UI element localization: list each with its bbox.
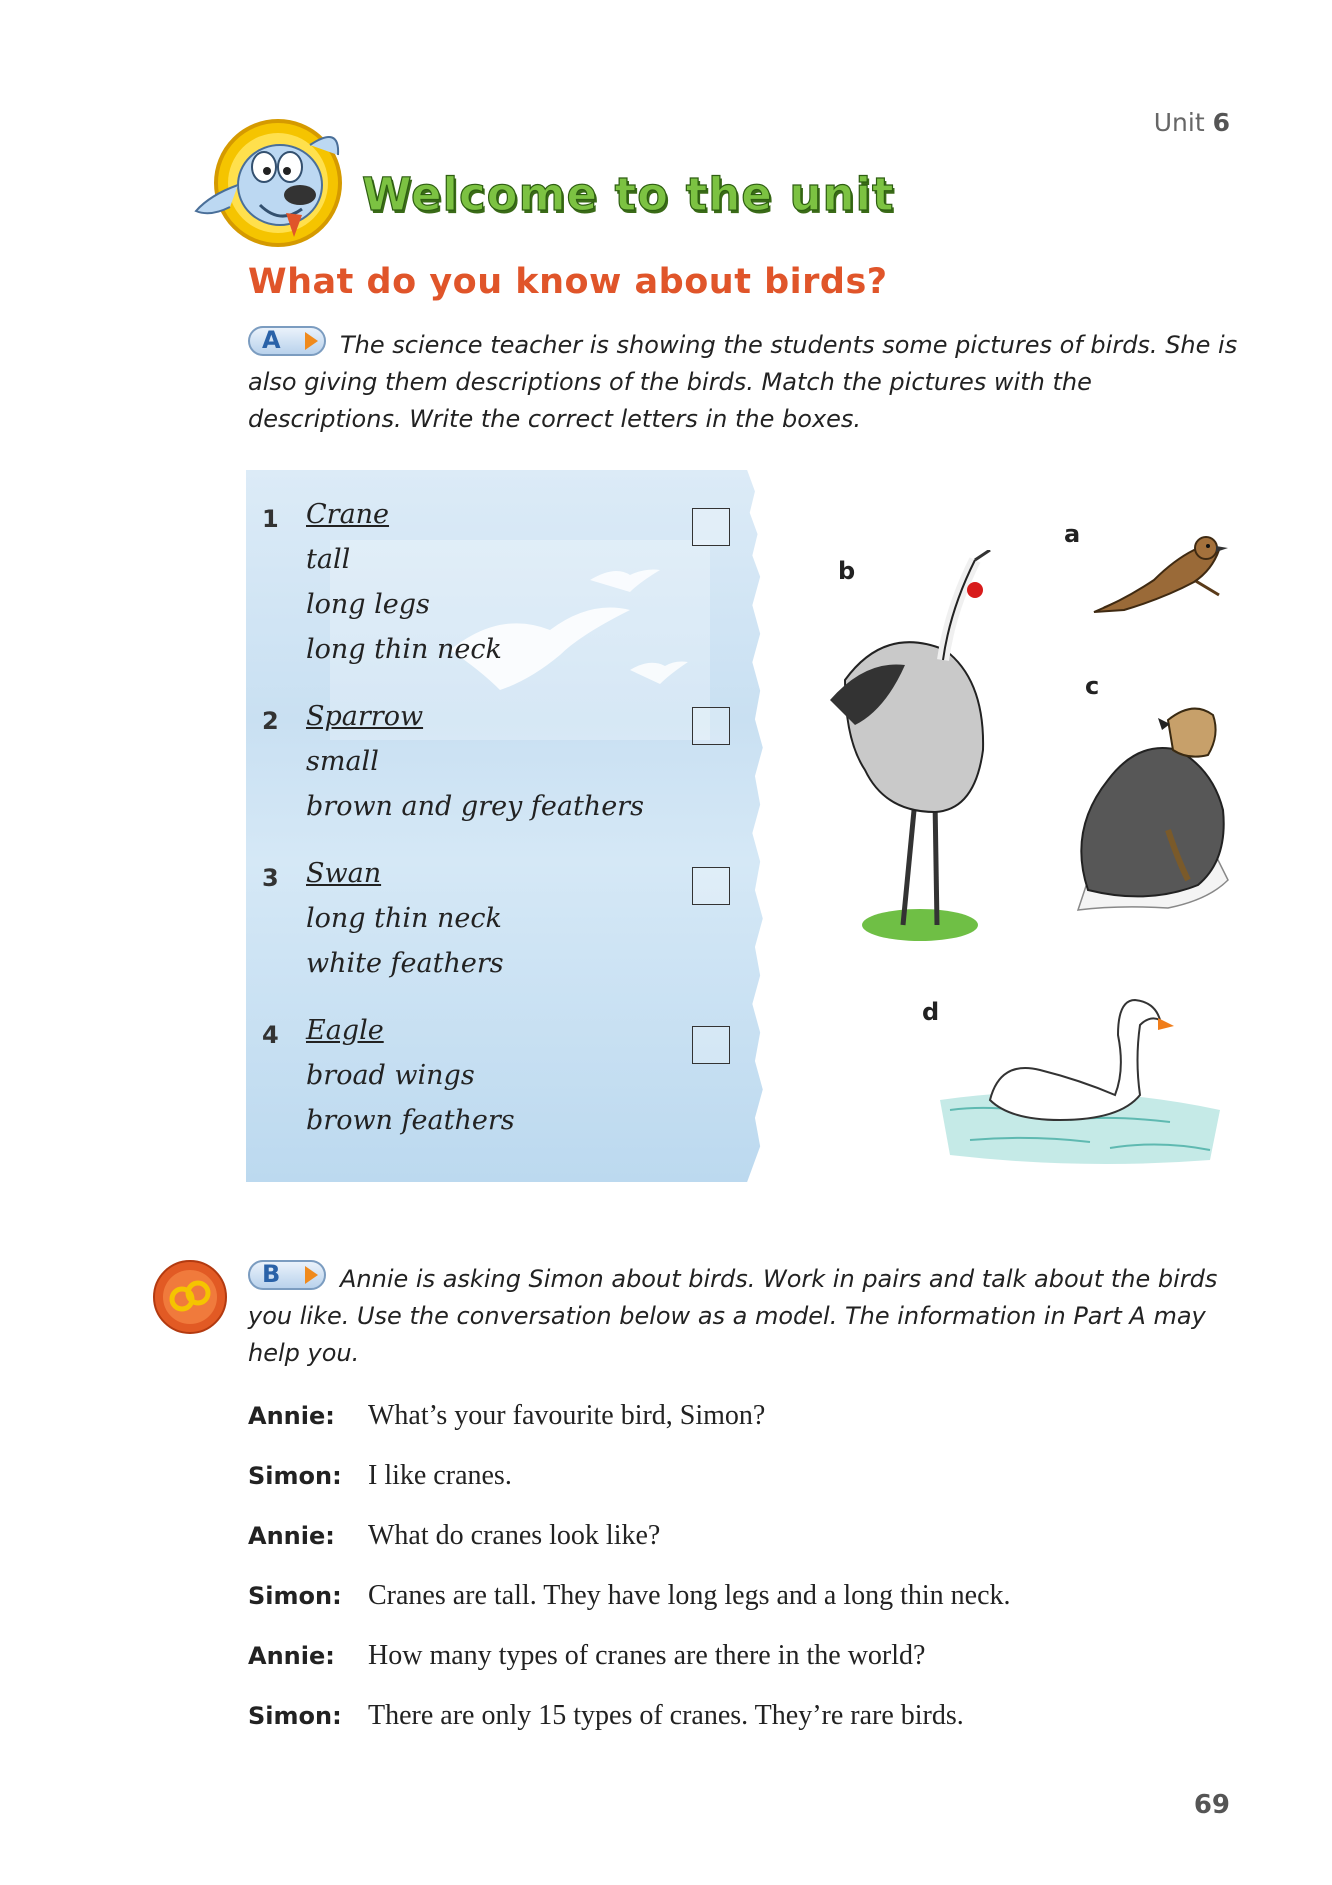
entry-line: brown feathers xyxy=(306,1105,515,1136)
picture-label-b: b xyxy=(838,557,856,585)
entry-name: Crane xyxy=(306,499,390,530)
unit-word: Unit xyxy=(1153,108,1205,137)
eagle-picture-icon xyxy=(1058,680,1238,920)
entry-line: tall xyxy=(306,544,351,575)
dialogue-speaker: Simon: xyxy=(248,1582,342,1610)
dialogue-speaker: Simon: xyxy=(248,1702,342,1730)
page-number: 69 xyxy=(1193,1790,1230,1820)
dialogue-text: What do cranes look like? xyxy=(368,1520,661,1551)
crane-picture-icon xyxy=(825,550,1005,945)
entry-number: 2 xyxy=(262,707,279,735)
dialogue-speaker: Annie: xyxy=(248,1522,335,1550)
answer-box-4[interactable] xyxy=(692,1026,730,1064)
entry-line: small xyxy=(306,746,379,777)
unit-title: Welcome to the unit xyxy=(362,168,895,221)
entry-line: brown and grey feathers xyxy=(306,791,644,822)
section-b-instruction-text: Annie is asking Simon about birds. Work in pairs and talk about the birds you like. Use the conversation below as a model. The information in Part A may help you. xyxy=(248,1265,1218,1367)
section-a-instruction-text: The science teacher is showing the students some pictures of birds. She is also giving them descriptions of the birds. Match the pictures with the descriptions. Write the correct letters in the boxes. xyxy=(248,331,1238,433)
picture-label-c: c xyxy=(1085,672,1100,700)
entry-number: 3 xyxy=(262,864,279,892)
section-b-letter: B xyxy=(262,1260,281,1288)
picture-label-a: a xyxy=(1064,520,1081,548)
dialogue-text: I like cranes. xyxy=(368,1460,512,1491)
unit-label xyxy=(1154,108,1230,137)
dialogue-speaker: Annie: xyxy=(248,1642,335,1670)
sparrow-picture-icon xyxy=(1084,520,1234,620)
dialogue-text: How many types of cranes are there in the world? xyxy=(368,1640,926,1671)
section-subtitle: What do you know about birds? xyxy=(248,262,888,302)
entry-number: 1 xyxy=(262,505,279,533)
dialogue-text: There are only 15 types of cranes. They’re rare birds. xyxy=(368,1700,964,1731)
entry-name: Sparrow xyxy=(306,701,424,732)
entry-line: white feathers xyxy=(306,948,504,979)
dialogue-speaker: Simon: xyxy=(248,1462,342,1490)
answer-box-3[interactable] xyxy=(692,867,730,905)
section-b-instruction xyxy=(248,1261,1258,1372)
entry-name: Eagle xyxy=(306,1015,384,1046)
answer-box-2[interactable] xyxy=(692,707,730,745)
entry-number: 4 xyxy=(262,1021,279,1049)
entry-line: long thin neck xyxy=(306,903,502,934)
section-a-letter: A xyxy=(262,326,281,354)
section-a-instruction xyxy=(248,327,1238,438)
entry-line: broad wings xyxy=(306,1060,475,1091)
entry-line: long thin neck xyxy=(306,634,502,665)
dialogue-text: Cranes are tall. They have long legs and a long thin neck. xyxy=(368,1580,1011,1611)
entry-line: long legs xyxy=(306,589,430,620)
answer-box-1[interactable] xyxy=(692,508,730,546)
pair-work-icon xyxy=(152,1259,228,1335)
dialogue-speaker: Annie: xyxy=(248,1402,335,1430)
unit-number: 6 xyxy=(1212,108,1230,137)
dialogue-text: What’s your favourite bird, Simon? xyxy=(368,1400,766,1431)
picture-label-d: d xyxy=(922,998,940,1026)
swan-picture-icon xyxy=(930,990,1230,1170)
entry-name: Swan xyxy=(306,858,382,889)
dog-mascot-icon xyxy=(190,115,350,255)
